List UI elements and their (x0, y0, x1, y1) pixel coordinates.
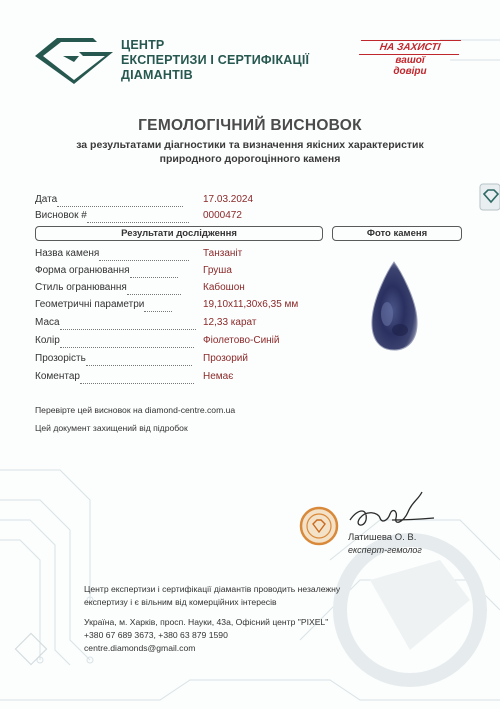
dotted-leader (86, 355, 192, 366)
result-label: Колір (35, 335, 60, 346)
result-label: Форма огранювання (35, 265, 130, 276)
motto-line2: вашої (395, 55, 425, 66)
subtitle-line1: за результатами діагностики та визначення якісних характеристик (76, 139, 424, 151)
protection-note: Цей документ захищений від підробок (35, 423, 188, 433)
diamond-centre-logo-icon (33, 34, 115, 86)
photo-heading: Фото каменя (332, 226, 462, 241)
footer-line2: експертизу і є вільним від комерційних інтересів (84, 597, 277, 607)
org-name-line1: ЦЕНТР (121, 38, 165, 52)
org-name-line2: ЕКСПЕРТИЗИ І СЕРТИФІКАЦІЇ (121, 53, 310, 67)
number-label: Висновок # (35, 210, 87, 221)
result-value: Фіолетово-Синій (203, 335, 280, 346)
dotted-leader (127, 284, 181, 295)
expert-signature-icon (344, 490, 436, 534)
hologram-emblem-icon (478, 182, 500, 212)
number-row (35, 209, 242, 223)
result-value: Немає (203, 371, 234, 382)
result-value: 19,10x11,30x6,35 мм (203, 299, 299, 310)
footer-line1: Центр експертизи і сертифікації діамантів проводить незалежну (84, 584, 341, 594)
result-row-cut-style (35, 281, 245, 295)
signer-role: експерт-гемолог (348, 545, 422, 555)
dotted-leader (57, 196, 183, 207)
certification-seal-icon (299, 506, 339, 546)
dotted-leader (60, 319, 196, 330)
date-row (35, 193, 254, 207)
result-value: Танзаніт (203, 248, 243, 259)
result-value: Груша (203, 265, 232, 276)
result-value: Прозорий (203, 353, 248, 364)
motto (360, 40, 460, 77)
document-subtitle (40, 138, 460, 166)
dotted-leader (99, 250, 189, 261)
result-label: Маса (35, 317, 60, 328)
result-label: Коментар (35, 371, 80, 382)
result-row-comment (35, 370, 234, 384)
result-value: Кабошон (203, 282, 245, 293)
date-value: 17.03.2024 (203, 194, 254, 205)
results-heading: Результати дослідження (35, 226, 323, 241)
result-row-dimensions (35, 298, 299, 312)
verify-site-link[interactable]: diamond-centre.com.ua (144, 405, 236, 415)
motto-line3: довіри (393, 66, 427, 77)
result-row-stone-name (35, 247, 243, 261)
verify-prefix: Перевірте цей висновок на (35, 405, 145, 415)
organization-name (121, 38, 309, 83)
dotted-leader (130, 267, 178, 278)
result-row-weight (35, 316, 257, 330)
verify-note (35, 405, 235, 416)
result-value: 12,33 карат (203, 317, 257, 328)
dotted-leader (87, 212, 189, 223)
date-label: Дата (35, 194, 58, 205)
result-label: Назва каменя (35, 248, 100, 259)
result-row-cut-shape (35, 264, 232, 278)
footer-email[interactable]: centre.diamonds@gmail.com (84, 643, 196, 653)
result-row-clarity (35, 352, 248, 366)
footer-phones: +380 67 689 3673, +380 63 879 1590 (84, 630, 228, 640)
number-value: 0000472 (203, 210, 242, 221)
dotted-leader (60, 337, 194, 348)
dotted-leader (144, 301, 172, 312)
footer-address: Україна, м. Харків, просп. Науки, 43а, Офісний центр "PIXEL" (84, 617, 329, 627)
stone-photo-icon (370, 260, 419, 352)
motto-line1: НА ЗАХИСТІ (359, 40, 461, 55)
result-label: Прозорість (35, 353, 86, 364)
document-title: ГЕМОЛОГІЧНИЙ ВИСНОВОК (138, 117, 362, 134)
result-label: Геометричні параметри (35, 299, 145, 310)
result-row-color (35, 334, 280, 348)
signer-name: Латишева О. В. (348, 532, 417, 543)
org-name-line3: ДІАМАНТІВ (121, 68, 193, 82)
subtitle-line2: природного дорогоцінного каменя (159, 153, 341, 165)
dotted-leader (80, 373, 194, 384)
result-label: Стиль огранювання (35, 282, 127, 293)
